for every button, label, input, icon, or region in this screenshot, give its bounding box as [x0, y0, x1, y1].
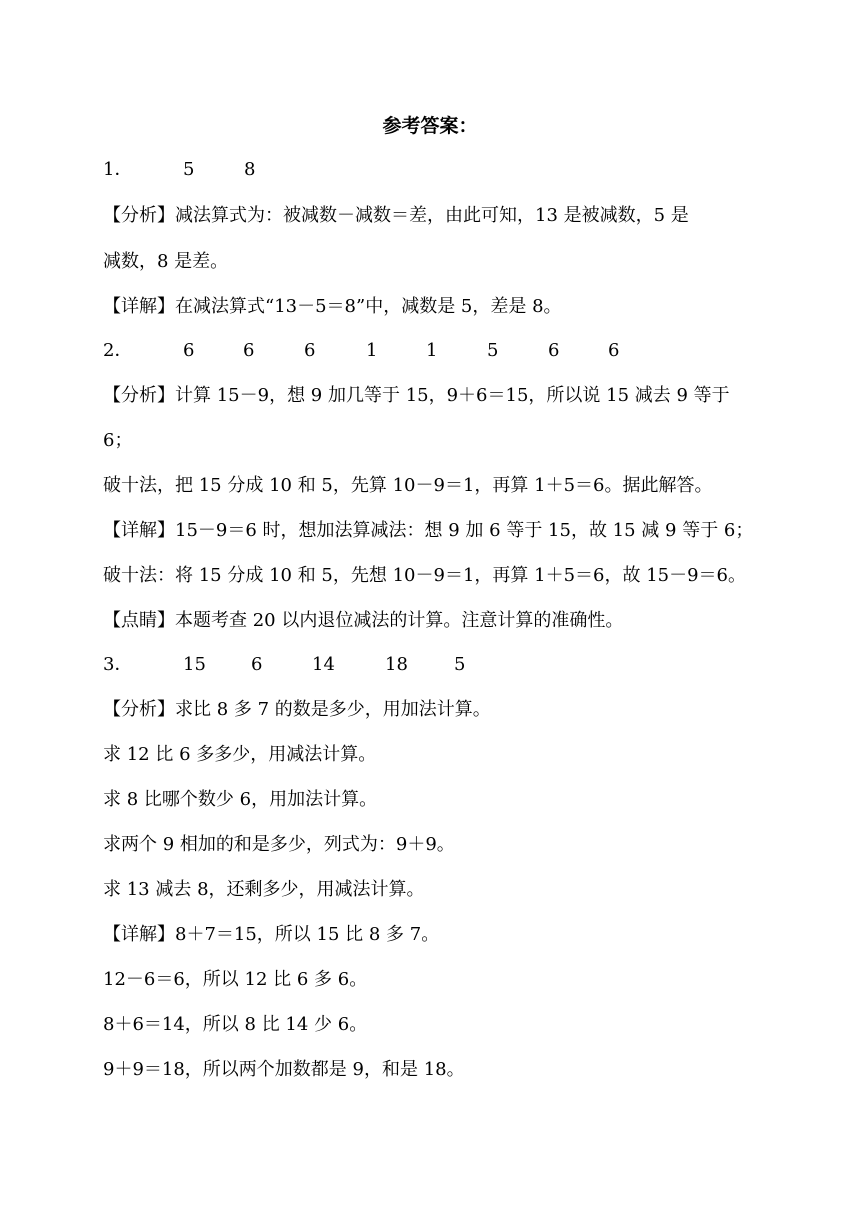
q2-answer-2: 6	[243, 340, 255, 361]
q3-analysis-line-4: 求两个 9 相加的和是多少，列式为：9＋9。	[103, 834, 455, 855]
q1-analysis-line-2: 减数，8 是差。	[103, 251, 229, 272]
q1-answer-2: 8	[244, 159, 256, 180]
q2-answer-1: 6	[183, 340, 195, 361]
q3-answer-2: 6	[251, 654, 263, 675]
q3-analysis-line-3: 求 8 比哪个数少 6，用加法计算。	[103, 789, 378, 810]
q1-answer-1: 5	[183, 159, 195, 180]
q3-detail-line-2: 12－6＝6，所以 12 比 6 多 6。	[103, 969, 368, 990]
q2-number: 2．	[103, 340, 133, 361]
q2-analysis-line-2: 6；	[103, 430, 133, 451]
q3-answer-5: 5	[454, 654, 466, 675]
q3-analysis-line-5: 求 13 减去 8，还剩多少，用减法计算。	[103, 879, 425, 900]
q3-analysis-line-2: 求 12 比 6 多多少，用减法计算。	[103, 744, 377, 765]
q1-number: 1．	[103, 159, 133, 180]
q3-detail-line-3: 8＋6＝14，所以 8 比 14 少 6。	[103, 1014, 368, 1035]
q2-detail-line-1: 【详解】15－9＝6 时，想加法算减法：想 9 加 6 等于 15，故 15 减 9 等于 6；	[103, 520, 754, 541]
q3-number: 3．	[103, 654, 133, 675]
q1-detail: 【详解】在减法算式“13－5＝8”中，减数是 5，差是 8。	[103, 296, 562, 317]
q3-answer-1: 15	[183, 654, 206, 675]
q3-detail-line-4: 9＋9＝18，所以两个加数都是 9，和是 18。	[103, 1059, 465, 1080]
page-title: 参考答案：	[382, 115, 478, 137]
q3-detail-line-1: 【详解】8＋7＝15，所以 15 比 8 多 7。	[103, 924, 440, 945]
q2-answer-row	[103, 337, 783, 365]
q2-analysis-line-3: 破十法，把 15 分成 10 和 5，先算 10－9＝1，再算 1＋5＝6。据此解答。	[103, 475, 713, 496]
q1-analysis-line-1: 【分析】减法算式为：被减数－减数＝差，由此可知，13 是被减数，5 是	[103, 205, 689, 226]
q3-answer-4: 18	[385, 654, 408, 675]
q2-answer-6: 5	[487, 340, 499, 361]
q2-answer-8: 6	[608, 340, 620, 361]
q2-answer-4: 1	[366, 340, 378, 361]
q2-answer-7: 6	[548, 340, 560, 361]
q2-tip: 【点睛】本题考查 20 以内退位减法的计算。注意计算的准确性。	[103, 610, 624, 631]
q1-answer-row	[103, 156, 783, 184]
q2-answer-3: 6	[304, 340, 316, 361]
q2-answer-5: 1	[426, 340, 438, 361]
q2-detail-line-2: 破十法：将 15 分成 10 和 5，先想 10－9＝1，再算 1＋5＝6，故 15－9＝6。	[103, 565, 747, 586]
q3-answer-3: 14	[312, 654, 335, 675]
q3-answer-row	[103, 651, 783, 679]
q3-analysis-line-1: 【分析】求比 8 多 7 的数是多少，用加法计算。	[103, 699, 491, 720]
q2-analysis-line-1: 【分析】计算 15－9，想 9 加几等于 15，9＋6＝15，所以说 15 减去 9 等于	[103, 385, 730, 406]
